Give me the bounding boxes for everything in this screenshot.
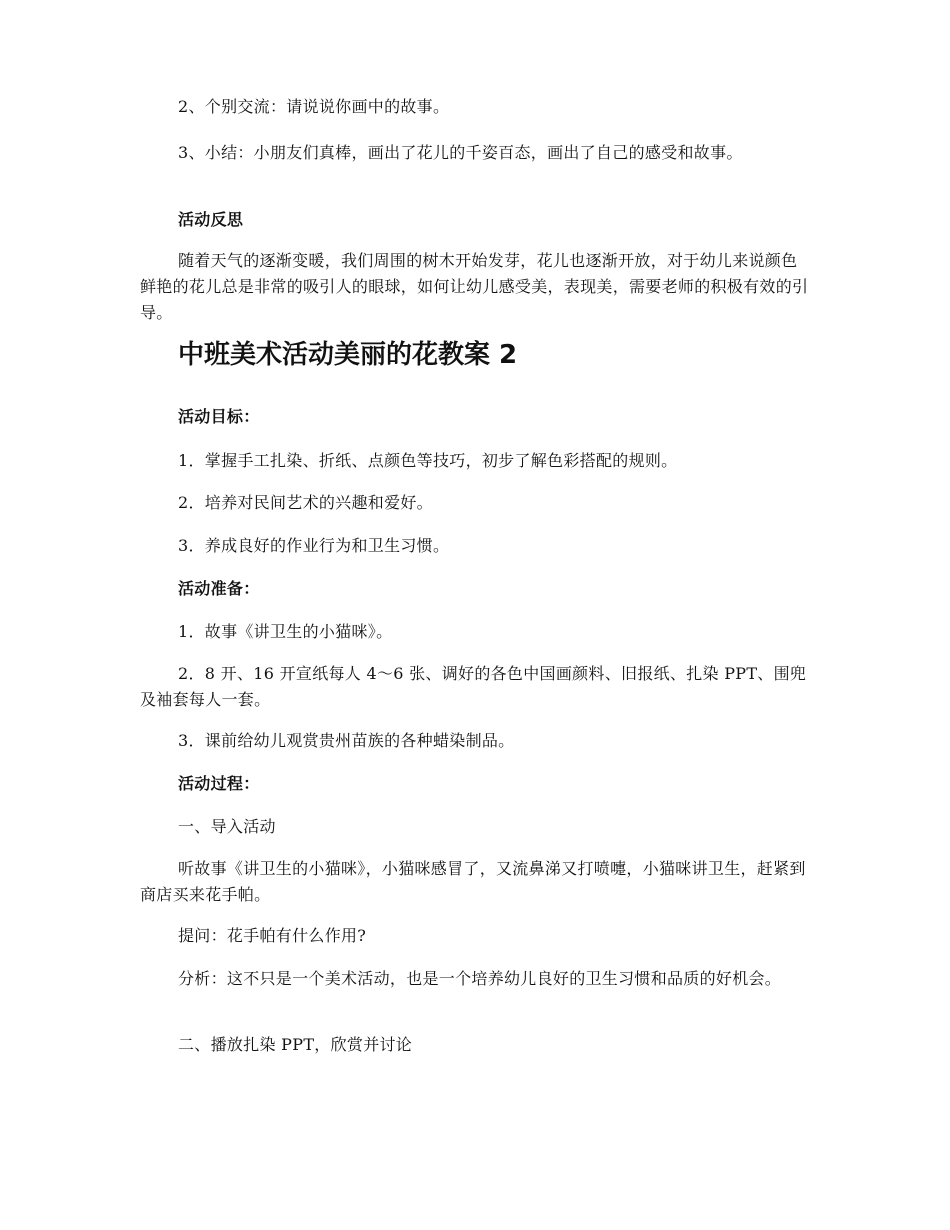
goal-item-1: 1．掌握手工扎染、折纸、点颜色等技巧，初步了解色彩搭配的规则。 [178, 451, 678, 470]
prep-item-3: 3．课前给幼儿观赏贵州苗族的各种蜡染制品。 [178, 731, 515, 750]
step-1-paragraph: 听故事《讲卫生的小猫咪》，小猫咪感冒了，又流鼻涕又打喷嚏，小猫咪讲卫生，赶紧到商店买来花手帕。 [140, 859, 806, 904]
paragraph-summary: 3、小结：小朋友们真棒，画出了花儿的千姿百态，画出了自己的感受和故事。 [178, 143, 743, 162]
section-title: 中班美术活动美丽的花教案 2 [178, 340, 518, 370]
goal-item-3: 3．养成良好的作业行为和卫生习惯。 [178, 536, 450, 555]
goal-item-2: 2．培养对民间艺术的兴趣和爱好。 [178, 493, 433, 512]
question-paragraph: 提问：花手帕有什么作用? [178, 926, 367, 945]
heading-activity-reflection: 活动反思 [178, 210, 244, 229]
analysis-paragraph: 分析：这不只是一个美术活动，也是一个培养幼儿良好的卫生习惯和品质的好机会。 [178, 969, 782, 988]
prep-item-1: 1．故事《讲卫生的小猫咪》。 [178, 622, 393, 641]
prep-item-2: 2．8 开、16 开宣纸每人 4～6 张、调好的各色中国画颜料、旧报纸、扎染 PPT、围兜及袖套每人一套。 [140, 664, 807, 709]
step-2-heading: 二、播放扎染 PPT，欣赏并讨论 [178, 1035, 413, 1054]
paragraph-reflection: 随着天气的逐渐变暖，我们周围的树木开始发芽，花儿也逐渐开放，对于幼儿来说颜色鲜艳的花儿总是非常的吸引人的眼球，如何让幼儿感受美，表现美，需要老师的积极有效的引导。 [140, 251, 809, 322]
heading-activity-goals: 活动目标： [178, 407, 260, 426]
heading-activity-preparation: 活动准备： [178, 579, 260, 598]
heading-activity-process: 活动过程： [178, 774, 260, 793]
step-1-heading: 一、导入活动 [178, 817, 276, 836]
paragraph-individual-sharing: 2、个别交流：请说说你画中的故事。 [178, 97, 450, 116]
